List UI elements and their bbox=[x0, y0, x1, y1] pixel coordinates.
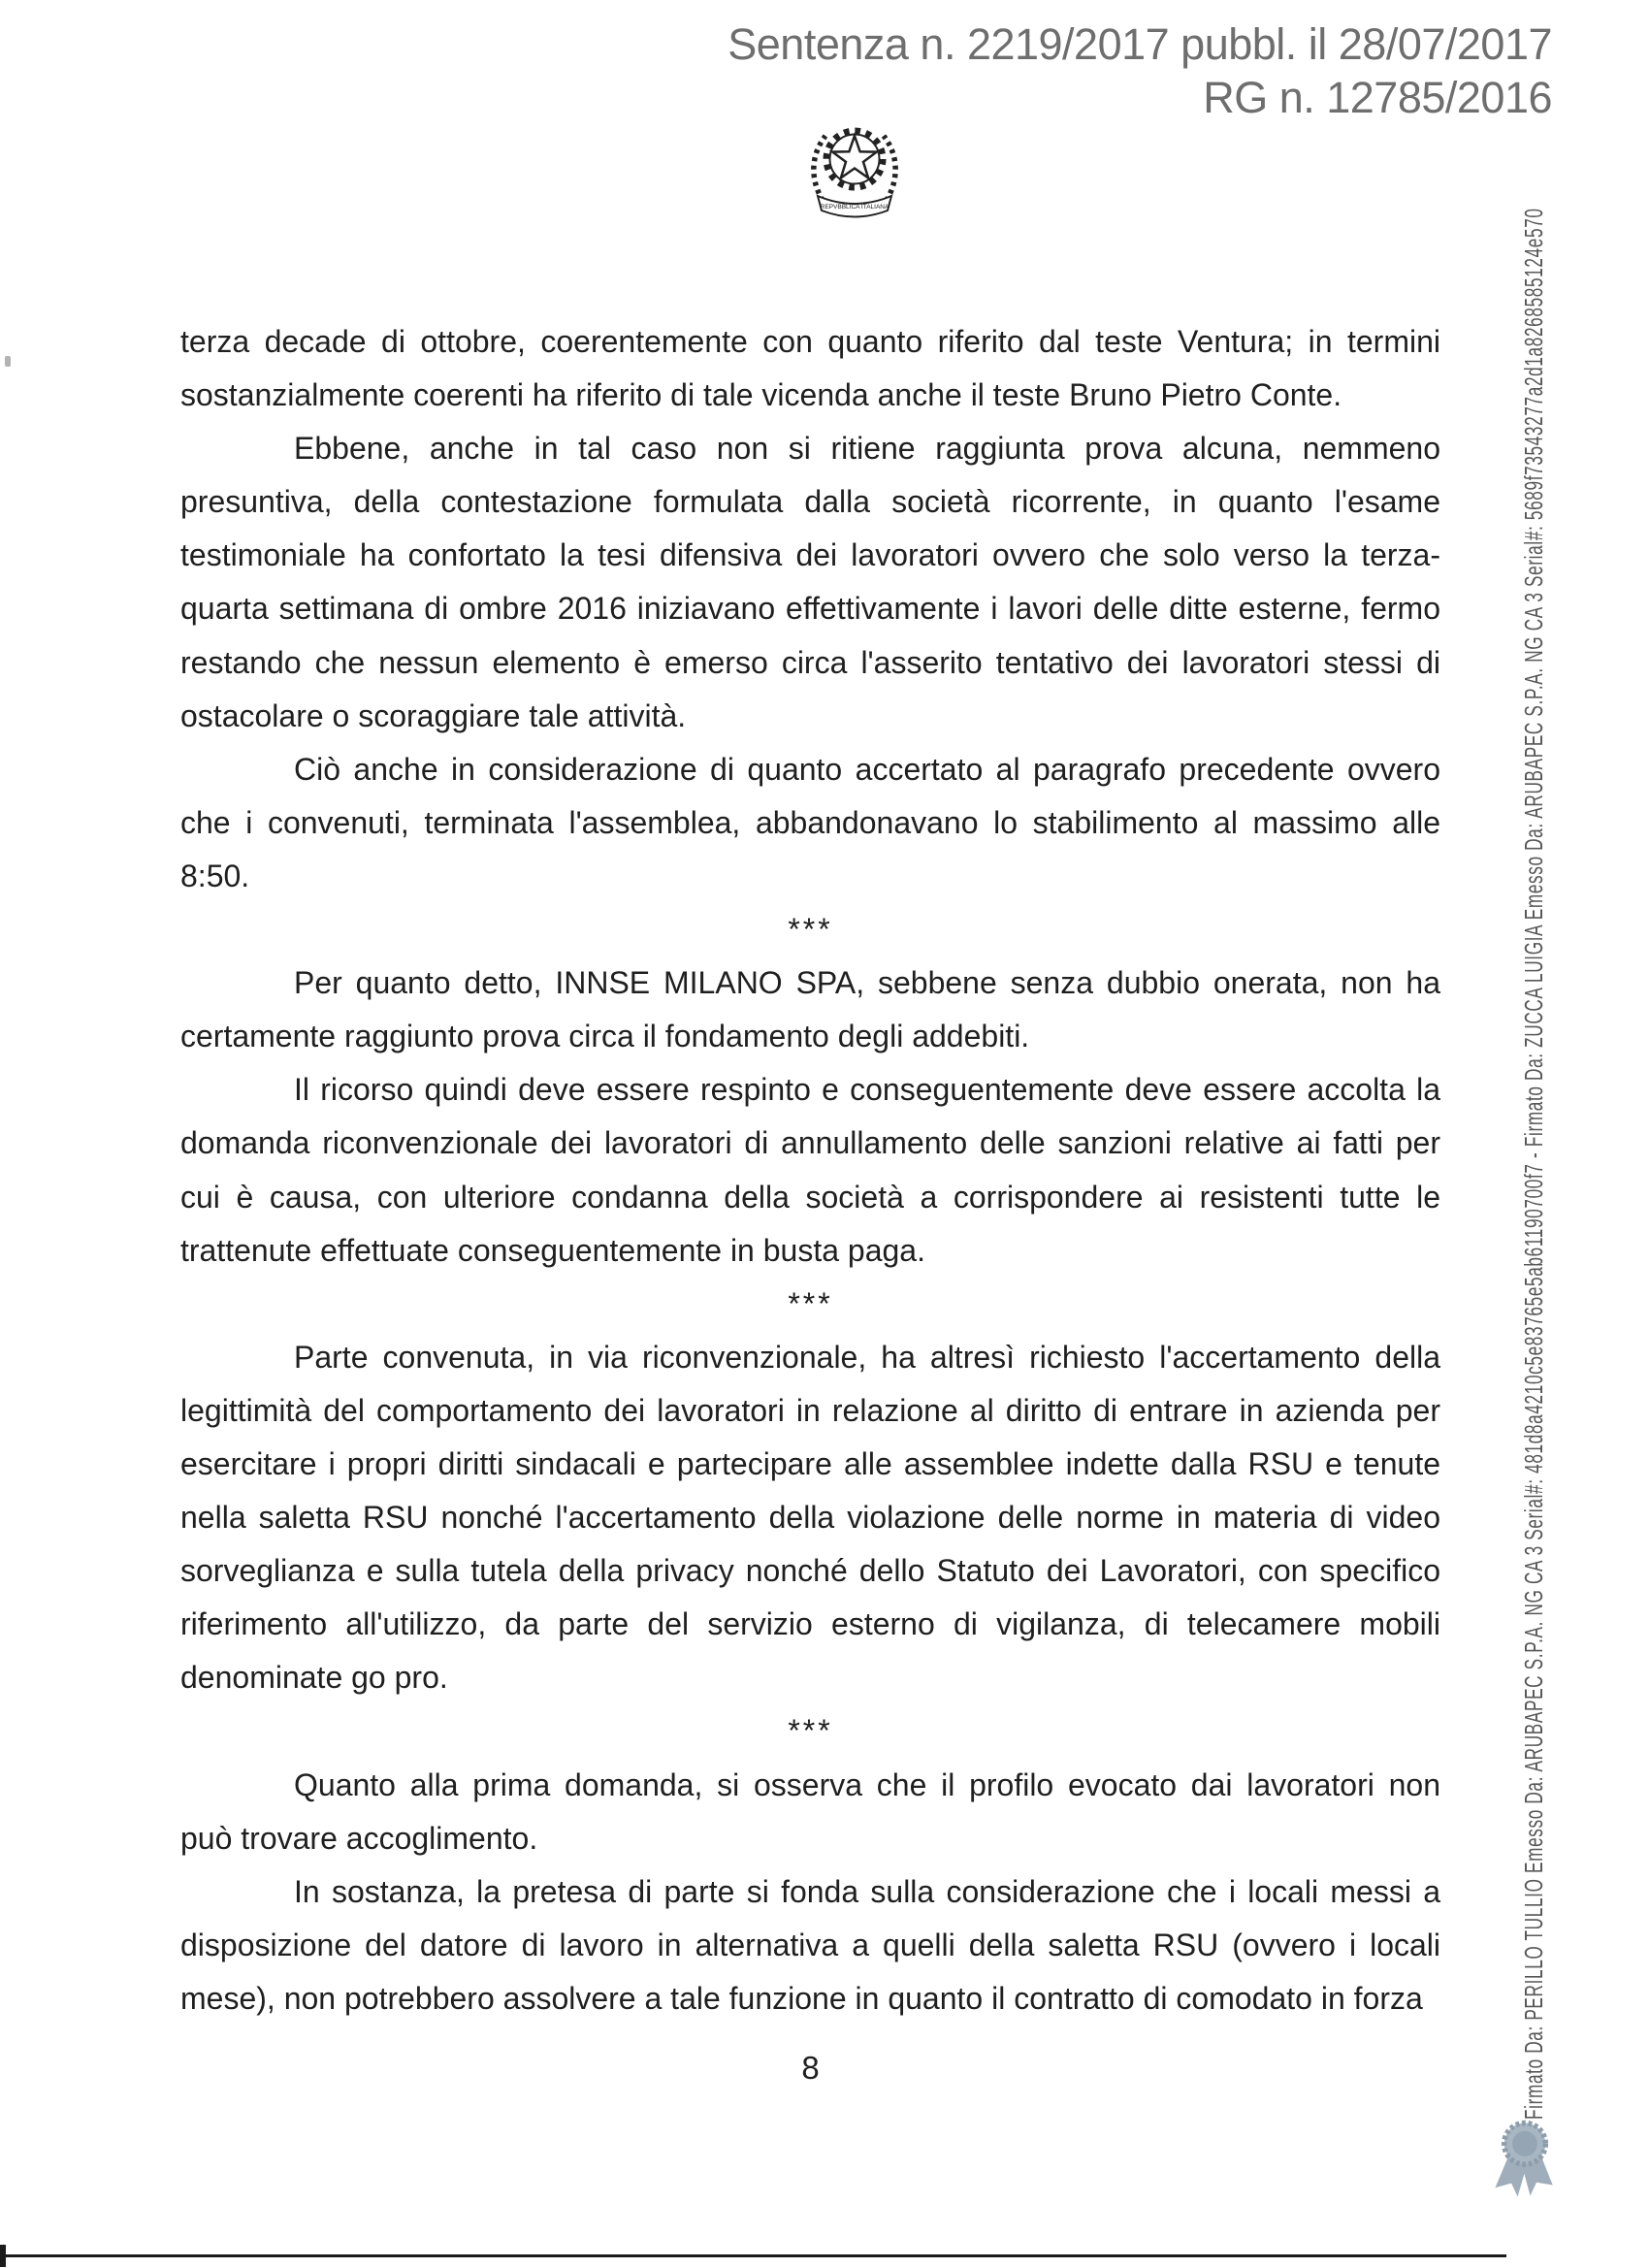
text-line: nella saletta RSU nonché l'accertamento della violazione delle norme in materia di video bbox=[180, 1500, 1440, 1536]
section-separator: *** bbox=[788, 912, 833, 948]
text-line: 8:50. bbox=[180, 858, 250, 893]
text-line: In sostanza, la pretesa di parte si fonda sulla considerazione che i locali messi a bbox=[294, 1873, 1440, 1909]
text-line: Ciò anche in considerazione di quanto accertato al paragrafo precedente ovvero bbox=[294, 751, 1440, 787]
sentenza-number-line: Sentenza n. 2219/2017 pubbl. il 28/07/2017 bbox=[728, 19, 1552, 69]
text-line: disposizione del datore di lavoro in alternativa a quelli della saletta RSU (ovvero i locali bbox=[180, 1927, 1440, 1962]
text-line: può trovare accoglimento. bbox=[180, 1820, 538, 1856]
text-line: Parte convenuta, in via riconvenzionale, ha altresì richiesto l'accertamento della bbox=[294, 1339, 1440, 1375]
text-line: domanda riconvenzionale dei lavoratori di annullamento delle sanzioni relative ai fatti per bbox=[180, 1125, 1440, 1161]
text-line: esercitare i propri diritti sindacali e partecipare alle assemblee indette dalla RSU e tenute bbox=[180, 1445, 1440, 1481]
text-line: Per quanto detto, INNSE MILANO SPA, sebbene senza dubbio onerata, non ha bbox=[294, 965, 1440, 1001]
text-line: denominate go pro. bbox=[180, 1660, 448, 1696]
text-line: quarta settimana di ombre 2016 iniziavano effettivamente i lavori delle ditte esterne, fermo bbox=[180, 591, 1440, 627]
text-line: riferimento all'utilizzo, da parte del servizio esterno di vigilanza, di telecamere mobili bbox=[180, 1606, 1440, 1642]
text-line: sostanzialmente coerenti ha riferito di tale vicenda anche il teste Bruno Pietro Conte. bbox=[180, 377, 1342, 413]
text-line: terza decade di ottobre, coerentemente con quanto riferito dal teste Ventura; in termini bbox=[180, 324, 1440, 359]
text-line: mese), non potrebbero assolvere a tale funzione in quanto il contratto di comodato in forza bbox=[180, 1980, 1423, 2016]
rg-number-line: RG n. 12785/2016 bbox=[1203, 73, 1552, 122]
text-line: legittimità del comportamento dei lavoratori in relazione al diritto di entrare in azienda per bbox=[180, 1392, 1440, 1428]
text-line: testimoniale ha confortato la tesi difensiva dei lavoratori ovvero che solo verso la terza- bbox=[180, 537, 1440, 573]
text-line: ostacolare o scoraggiare tale attività. bbox=[180, 697, 687, 733]
document-lines bbox=[180, 315, 1440, 2025]
document-header bbox=[728, 17, 1552, 124]
banner-text: REPVBBLICA ITALIANA bbox=[820, 204, 889, 211]
ribbon-stamp-icon bbox=[1492, 2118, 1558, 2203]
text-line: sorveglianza e sulla tutela della privacy nonché dello Statuto dei Lavoratori, con specifico bbox=[180, 1553, 1440, 1589]
text-line: Quanto alla prima domanda, si osserva che il profilo evocato dai lavoratori non bbox=[294, 1766, 1440, 1802]
digital-signature-sidebar: Firmato Da: PERILLO TULLIO Emesso Da: ARUBAPEC S.P.A. NG CA 3 Serial#: 481d8a4210c5e83765e5ab61190700f7 - Firmato Da: ZUCCA LUIGIA Emesso Da: ARUBAPEC S.P.A. NG CA 3 Serial#: 5689f73543277a2d1a8268585124e570 bbox=[1519, 208, 1548, 2121]
italian-republic-emblem bbox=[806, 111, 903, 222]
scan-artifact-speck bbox=[5, 356, 11, 367]
text-line: trattenute effettuate conseguentemente in busta paga. bbox=[180, 1232, 925, 1268]
text-line: Il ricorso quindi deve essere respinto e conseguentemente deve essere accolta la bbox=[294, 1072, 1440, 1108]
page-number: 8 bbox=[801, 2050, 820, 2086]
section-separator: *** bbox=[788, 1285, 833, 1321]
section-separator: *** bbox=[788, 1713, 833, 1749]
scan-artifact-tick bbox=[0, 2245, 6, 2267]
scan-artifact-line bbox=[0, 2254, 1506, 2257]
text-line: restando che nessun elemento è emerso circa l'asserito tentativo dei lavoratori stessi di bbox=[180, 644, 1440, 680]
text-line: Ebbene, anche in tal caso non si ritiene raggiunta prova alcuna, nemmeno bbox=[294, 431, 1440, 467]
rosette-center bbox=[1512, 2131, 1537, 2156]
text-line: che i convenuti, terminata l'assemblea, abbandonavano lo stabilimento al massimo alle bbox=[180, 804, 1440, 840]
text-line: presuntiva, della contestazione formulata dalla società ricorrente, in quanto l'esame bbox=[180, 484, 1440, 520]
text-line: certamente raggiunto prova circa il fondamento degli addebiti. bbox=[180, 1019, 1030, 1054]
text-line: cui è causa, con ulteriore condanna della società a corrispondere ai resistenti tutte le bbox=[180, 1179, 1440, 1215]
